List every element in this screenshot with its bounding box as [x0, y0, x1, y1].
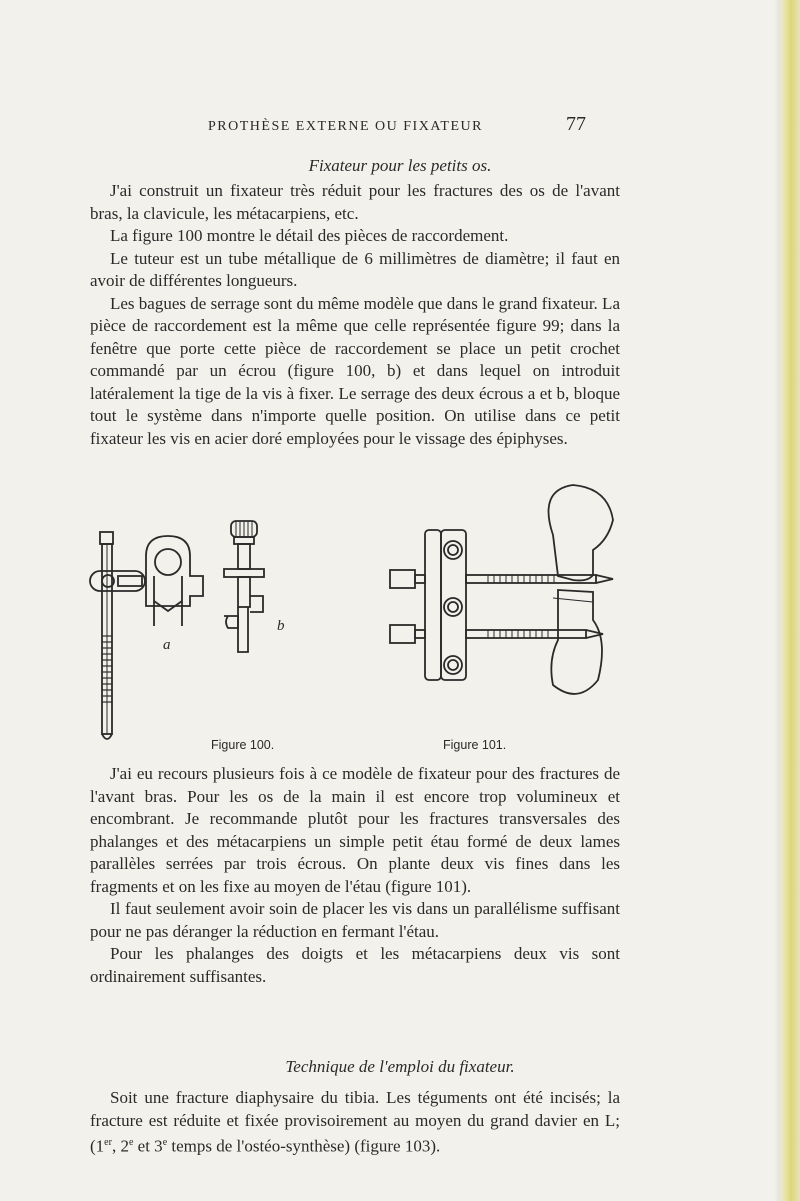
figure-100-caption: Figure 100.	[211, 738, 275, 752]
paragraph: Pour les phalanges des doigts et les métacarpiens deux vis sont ordinairement suffisantes.	[90, 944, 620, 986]
figure-101-drawing	[368, 480, 618, 705]
page-number: 77	[566, 113, 586, 135]
superscript: e	[128, 1137, 134, 1148]
paragraph: J'ai eu recours plusieurs fois à ce modèle de fixateur pour des fractures de l'avant bras. Pour les os de la main il est encore trop volumineux et encombrant. Je recommande plutôt pour les fractures transversales des phalanges et des métacarpiens un simple petit étau formé de deux lames parallèles serrées par trois écrous. On plante deux vis fines dans les fragments et on les fixe au moyen de l'étau (figure 101).	[90, 764, 620, 896]
text-run: Soit une fracture diaphysaire du tibia. Les téguments ont été incisés; la fracture est réduite et fixée provisoirement au moyen du grand davier en L; (1	[90, 1088, 620, 1156]
paragraph: Le tuteur est un tube métallique de 6 millimètres de diamètre; il faut en avoir de différentes longueurs.	[90, 248, 620, 290]
fig100-label-a: a	[163, 637, 171, 653]
section-title-petits-os: Fixateur pour les petits os.	[308, 156, 492, 175]
section3-body	[90, 1087, 620, 1158]
fig101-vice	[425, 530, 466, 680]
section1-body	[90, 180, 620, 450]
superscript: e	[162, 1137, 168, 1148]
running-header: PROTHÈSE EXTERNE OU FIXATEUR	[208, 119, 483, 134]
figure-101-caption: Figure 101.	[443, 738, 507, 752]
fig100-tube	[100, 532, 113, 739]
fig100-connector-a	[146, 536, 203, 626]
fig100-clamp-ring	[90, 571, 145, 591]
fig101-bone	[549, 485, 614, 694]
paragraph: J'ai construit un fixateur très réduit pour les fractures des os de l'avant bras, la clavicule, les métacarpiens, etc.	[90, 181, 620, 223]
fig100-hook-b	[224, 521, 264, 652]
superscript: er	[104, 1137, 112, 1148]
text-run: et 3	[133, 1136, 163, 1156]
fig100-label-b: b	[277, 618, 285, 634]
paragraph: La figure 100 montre le détail des pièces de raccordement.	[110, 226, 509, 245]
paragraph: Les bagues de serrage sont du même modèle que dans le grand fixateur. La pièce de raccordement est la même que celle représentée figure 99; dans la fenêtre que porte cette pièce de raccordement se place un petit crochet commandé par un écrou (figure 100, b) et dans lequel on introduit latéralement la tige de la vis à fixer. Le serrage des deux écrous a et b, bloque tout le système dans n'importe quelle position. On utilise dans ce petit fixateur les vis en acier doré employées pour le vissage des épiphyses.	[90, 293, 620, 448]
figure-100-drawing	[88, 516, 303, 746]
paragraph: Il faut seulement avoir soin de placer les vis dans un parallélisme suffisant pour ne pas déranger la réduction en fermant l'étau.	[90, 899, 620, 941]
text-run: temps de l'ostéo-synthèse) (figure 103).	[167, 1136, 441, 1156]
section2-body	[90, 763, 620, 988]
section-title-technique: Technique de l'emploi du fixateur.	[285, 1057, 515, 1076]
page-edge	[780, 0, 800, 1201]
paragraph	[90, 1087, 620, 1158]
text-run: , 2	[111, 1136, 129, 1156]
